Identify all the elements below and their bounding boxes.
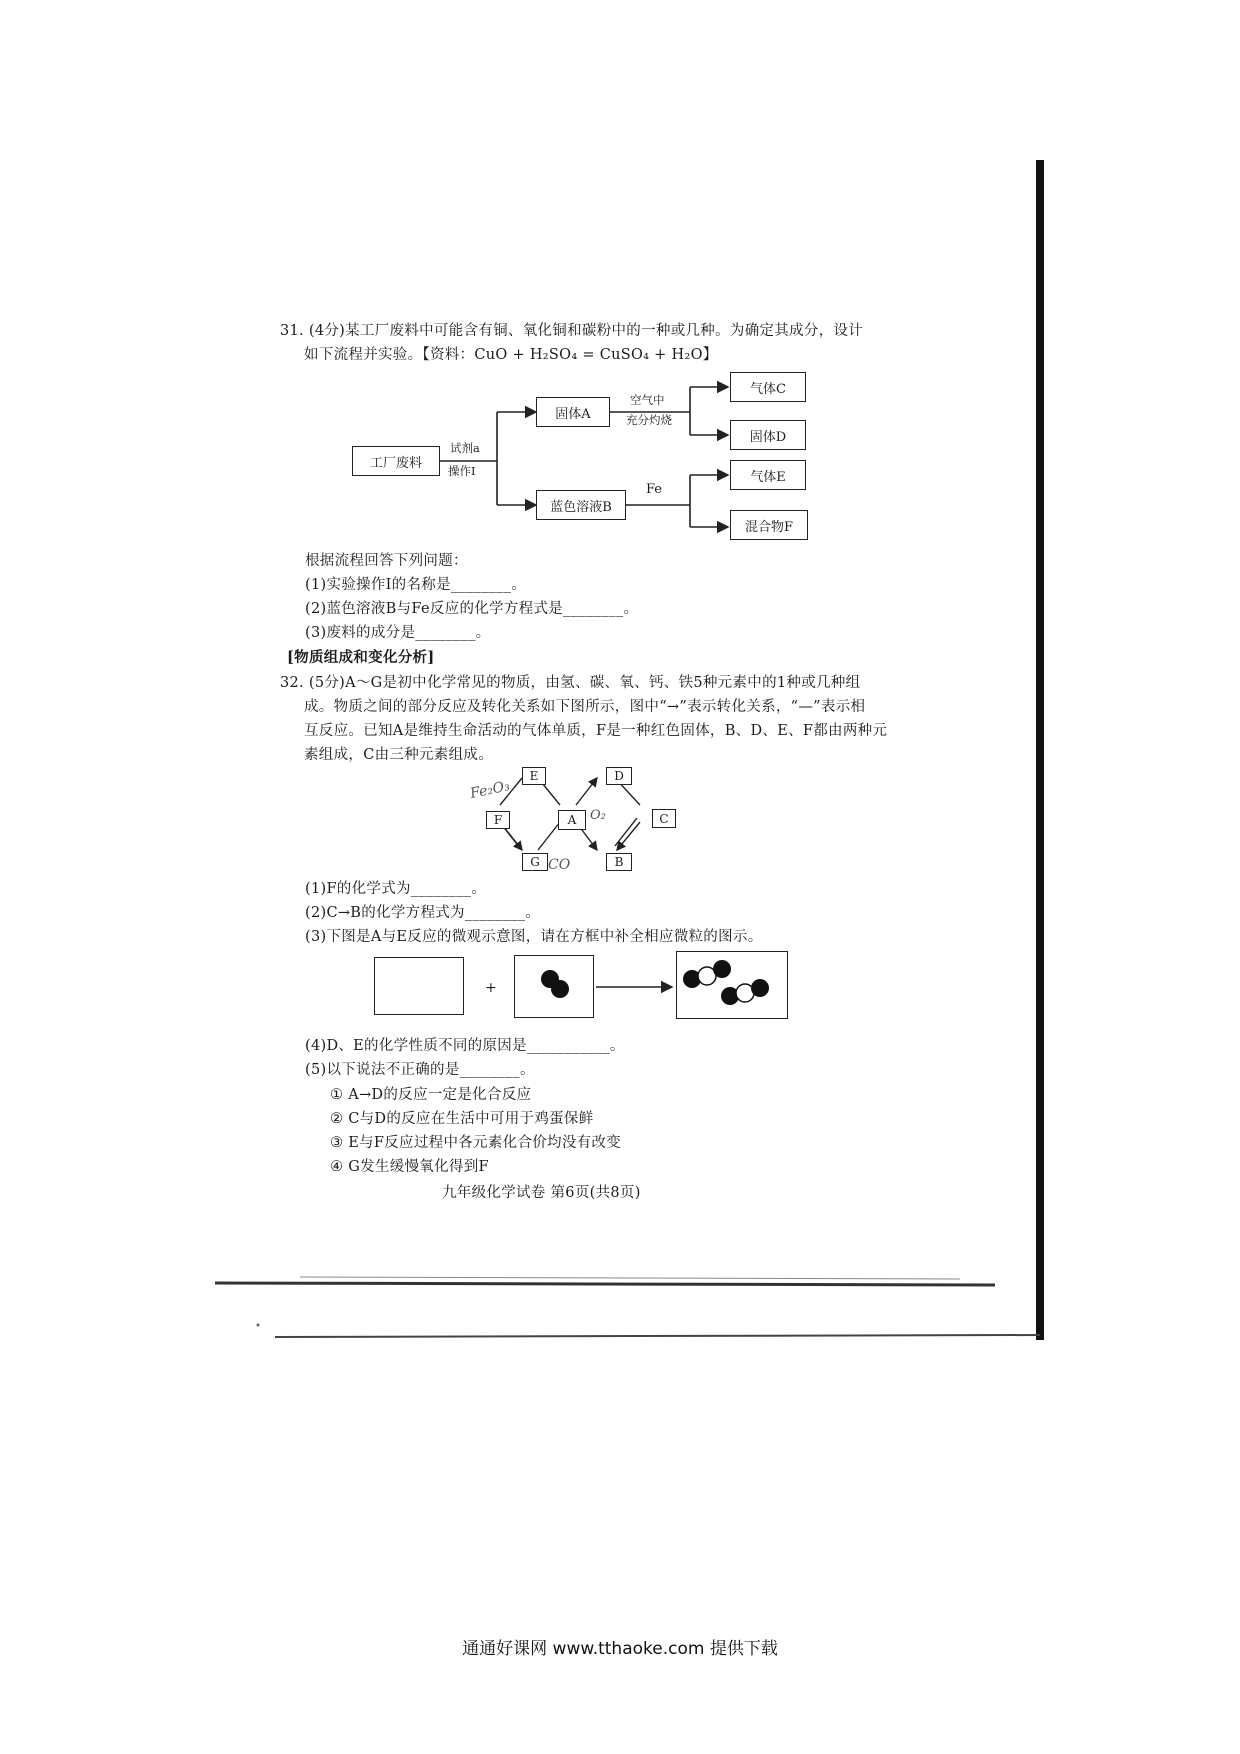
q32-text-line3: 互反应。已知A是维持生命活动的气体单质，F是一种红色固体，B、D、E、F都由两种元	[304, 723, 888, 739]
q32-sub3: (3)下图是A与E反应的微观示意图，请在方框中补全相应微粒的图示。	[305, 929, 763, 945]
empty-answer-box	[374, 957, 464, 1015]
q31-sub1: (1)实验操作Ⅰ的名称是________。	[305, 577, 527, 593]
q32-text-line2: 成。物质之间的部分反应及转化关系如下图所示，图中“→”表示转化关系，“—”表示相	[304, 699, 866, 715]
node-e: E	[522, 767, 546, 785]
flow-label-operation: 操作Ⅰ	[448, 464, 476, 478]
flow-box-gas-c: 气体C	[730, 372, 806, 402]
handwriting-a: O₂	[590, 808, 606, 823]
handwriting-g: CO	[548, 857, 571, 873]
option-4: ④ G发生缓慢氧化得到F	[330, 1159, 489, 1175]
flow-box-blue-solution-b: 蓝色溶液B	[536, 490, 626, 520]
q32-text-line4: 素组成，C由三种元素组成。	[304, 747, 493, 763]
flow-label-fe: Fe	[646, 482, 663, 497]
flow-box-solid-a: 固体A	[536, 397, 610, 427]
q32-sub1: (1)F的化学式为________。	[305, 881, 486, 897]
q31-text-line2: 如下流程并实验。【资料：CuO + H₂SO₄ = CuSO₄ + H₂O】	[304, 347, 718, 363]
option-3: ③ E与F反应过程中各元素化合价均没有改变	[330, 1135, 622, 1151]
flow-box-mixture-f: 混合物F	[730, 510, 808, 540]
q31-intro: 根据流程回答下列问题：	[305, 553, 468, 569]
node-g: G	[522, 853, 548, 871]
flow-box-factory-waste: 工厂废料	[352, 446, 440, 476]
site-footer: 通通好课网 www.tthaoke.com 提供下载	[462, 1639, 778, 1659]
option-1: ① A→D的反应一定是化合反应	[330, 1087, 532, 1103]
flow-label-burn: 充分灼烧	[626, 413, 672, 427]
flow-box-solid-d: 固体D	[730, 420, 806, 450]
node-f: F	[486, 811, 510, 829]
flow-label-reagent: 试剂a	[450, 441, 480, 455]
micro-particles	[514, 951, 794, 1021]
q32-sub4: (4)D、E的化学性质不同的原因是___________。	[305, 1038, 625, 1054]
q32-text-line1: 32. (5分)A～G是初中化学常见的物质，由氢、碳、氧、钙、铁5种元素中的1种或几种组	[280, 675, 861, 691]
q31-sub3: (3)废料的成分是________。	[305, 625, 491, 641]
flow-box-gas-e: 气体E	[730, 460, 806, 490]
q32-sub2: (2)C→B的化学方程式为________。	[305, 905, 541, 921]
node-a: A	[558, 810, 586, 830]
node-d: D	[606, 767, 632, 785]
option-2: ② C与D的反应在生活中可用于鸡蛋保鲜	[330, 1111, 594, 1127]
flow-label-in-air: 空气中	[630, 393, 665, 407]
page-footer: 九年级化学试卷 第6页(共8页)	[442, 1185, 641, 1201]
q31-text-line1: 31. (4分)某工厂废料中可能含有铜、氧化铜和碳粉中的一种或几种。为确定其成分，设计	[280, 323, 864, 339]
handwriting-f: Fe₂O₃	[468, 778, 512, 802]
q32-sub5: (5)以下说法不正确的是________。	[305, 1062, 535, 1078]
node-c: C	[652, 809, 676, 828]
q31-sub2: (2)蓝色溶液B与Fe反应的化学方程式是________。	[305, 601, 639, 617]
plus-sign: +	[485, 980, 497, 996]
node-b: B	[606, 853, 632, 871]
section-heading: [物质组成和变化分析]	[287, 649, 435, 666]
